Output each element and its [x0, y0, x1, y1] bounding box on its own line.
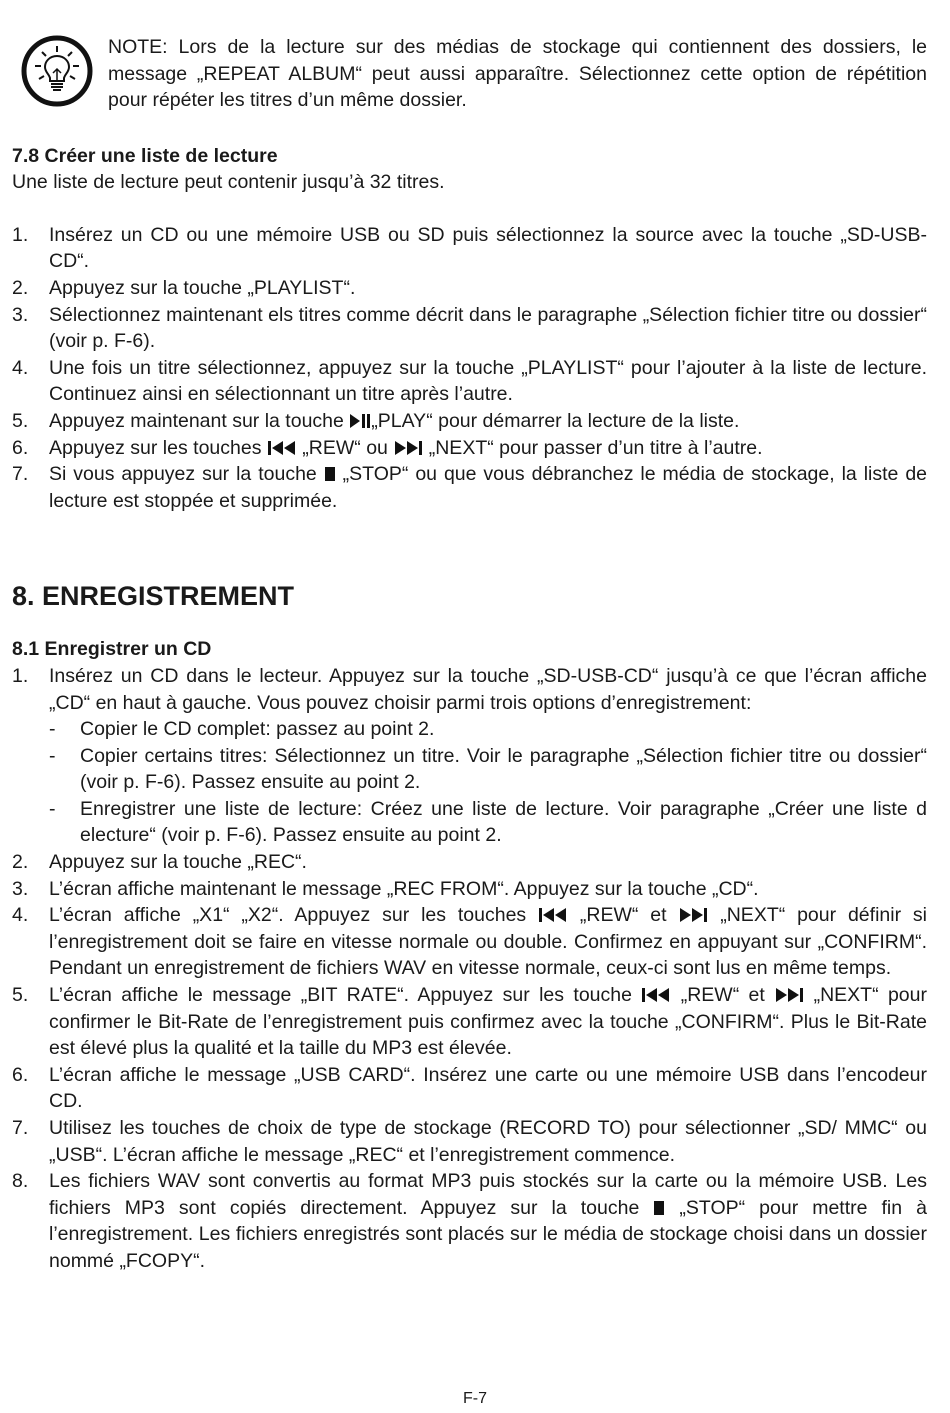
list-item: [12, 435, 927, 462]
step-number: 2.: [12, 276, 29, 299]
step-text-pre: L’écran affiche „X1“ „X2“. Appuyez sur les touches: [49, 904, 527, 927]
step-text-mid: „REW“ et: [579, 904, 667, 927]
play-pause-icon: [349, 414, 371, 428]
step-text-pre: Si vous appuyez sur la touche: [49, 463, 317, 486]
step-text: Une fois un titre sélectionnez, appuyez sur la touche „PLAYLIST“ pour l’ajouter à la liste de lecture. Continuez ainsi en sélectionnant un titre après l’autre.: [49, 356, 927, 406]
next-icon: [393, 441, 423, 455]
list-item: - Enregistrer une liste de lecture: Créez une liste de lecture. Voir paragraphe „Créer une liste d electure“ (voir p. F-6). Passez ensuite au point 2.: [49, 796, 927, 849]
lightbulb-icon: [20, 34, 108, 116]
step-text: [49, 902, 927, 982]
step-text-post: „NEXT“ pour définir si l’enregistrement doit se faire en vitesse normale ou double. Confirmez en appuyant sur „CONFIRM“. Pendant un enregistrement de fichiers WAV en vitesse normale, ceux-ci sont lus en même temps.: [49, 904, 928, 980]
list-item: - Copier certains titres: Sélectionnez un titre. Voir le paragraphe „Sélection fichier titre ou dossier“ (voir p. F-6). Passez ensuite au point 2.: [49, 743, 927, 796]
recording-steps: [12, 663, 927, 1275]
step-number: 4.: [12, 904, 29, 927]
step-number: 3.: [12, 877, 29, 900]
step-number: 3.: [12, 303, 29, 326]
step-text-pre: Les fichiers WAV sont convertis au format MP3 puis stockés sur la carte ou la mémoire USB. Les fichiers MP3 sont copiés directement. Appuyez sur la touche: [49, 1170, 927, 1219]
step-number: 8.: [12, 1170, 29, 1193]
list-item: [12, 222, 927, 275]
list-item: [12, 982, 927, 1062]
list-item: [12, 1115, 927, 1168]
stop-icon: [653, 1201, 665, 1215]
step-text: L’écran affiche le message „USB CARD“. Insérez une carte ou une mémoire USB dans l’encodeur CD.: [49, 1063, 927, 1113]
list-item: [12, 1062, 927, 1115]
step-number: 5.: [12, 409, 29, 432]
step-text: Appuyez sur la touche „PLAYLIST“.: [49, 276, 356, 299]
list-item: [12, 1168, 927, 1274]
step-text: [49, 1168, 927, 1274]
list-item: [12, 902, 927, 982]
step-number: 5.: [12, 984, 29, 1007]
list-item: [12, 302, 927, 355]
list-item: [12, 663, 927, 849]
step-text: Utilisez les touches de choix de type de stockage (RECORD TO) pour sélectionner „SD/ MMC“ ou „USB“. L’écran affiche le message „REC“ et l’enregistrement commence.: [49, 1117, 927, 1166]
next-icon: [678, 908, 708, 922]
note-text: NOTE: Lors de la lecture sur des médias de stockage qui contiennent des dossiers, le message „REPEAT ALBUM“ peut aussi apparaître. Sélectionnez cette option de répétition pour répéter les titres d’un même dossier.: [108, 36, 927, 112]
step-text-post: „STOP“ pour mettre fin à l’enregistrement. Les fichiers enregistrés sont placés sur le média de stockage choisi dans un dossier nommé „FCOPY“.: [49, 1196, 927, 1272]
option-text: Enregistrer une liste de lecture: Créez une liste de lecture. Voir paragraphe „Créer une liste d electure“ (voir p. F-6). Passez ensuite au point 2.: [80, 797, 927, 847]
step-number: 2.: [12, 851, 29, 874]
section-8-1-title: 8.1 Enregistrer un CD: [12, 638, 212, 661]
stop-icon: [324, 467, 336, 481]
step-number: 6.: [12, 436, 29, 459]
step-text-mid: „REW“ et: [680, 984, 765, 1007]
option-text: Copier le CD complet: passez au point 2.: [80, 718, 435, 741]
playlist-steps: [12, 222, 927, 515]
step-text-post: „STOP“ ou que vous débranchez le média de stockage, la liste de lecture est stoppée et supprimée.: [49, 463, 928, 512]
step-text-pre: Appuyez sur les touches: [49, 436, 262, 459]
next-icon: [774, 988, 804, 1002]
step-text: Sélectionnez maintenant els titres comme décrit dans le paragraphe „Sélection fichier titre ou dossier“ (voir p. F-6).: [49, 303, 927, 353]
rewind-icon: [538, 908, 568, 922]
step-text-post: „NEXT“ pour confirmer le Bit-Rate de l’enregistrement puis confirmez avec la touche „CONFIRM“. Plus le Bit-Rate est élevé plus la qualité et la taille du MP3 est élevée.: [49, 984, 927, 1060]
step-text: [49, 408, 927, 435]
step-number: 1.: [12, 664, 29, 687]
rewind-icon: [267, 441, 297, 455]
section-7-8-intro: Une liste de lecture peut contenir jusqu’à 32 titres.: [12, 171, 445, 194]
step-text: [49, 435, 927, 462]
step-number: 4.: [12, 356, 29, 379]
step-text-post: „PLAY“ pour démarrer la lecture de la liste.: [371, 409, 740, 432]
step-number: 1.: [12, 223, 29, 246]
step-text: [49, 461, 927, 514]
section-7-8-title: 7.8 Créer une liste de lecture: [12, 144, 278, 167]
step-number: 6.: [12, 1063, 29, 1086]
manual-page: [12, 34, 927, 1275]
step-text: Insérez un CD ou une mémoire USB ou SD puis sélectionnez la source avec la touche „SD-USB-CD“.: [49, 223, 927, 273]
list-item: - Copier le CD complet: passez au point 2.: [49, 716, 927, 743]
list-item: [12, 355, 927, 408]
note-block: [12, 34, 927, 116]
rewind-icon: [641, 988, 671, 1002]
list-item: [12, 408, 927, 435]
step-text-post: „NEXT“ pour passer d’un titre à l’autre.: [428, 436, 763, 459]
list-item: [12, 849, 927, 876]
step-number: 7.: [12, 1117, 29, 1139]
option-text: Copier certains titres: Sélectionnez un titre. Voir le paragraphe „Sélection fichier titre ou dossier“ (voir p. F-6). Passez ensuite au point 2.: [80, 744, 927, 794]
step-text: L’écran affiche maintenant le message „REC FROM“. Appuyez sur la touche „CD“.: [49, 877, 759, 900]
step-text-pre: L’écran affiche le message „BIT RATE“. Appuyez sur les touche: [49, 984, 632, 1007]
list-item: [12, 461, 927, 514]
step-text: Appuyez sur la touche „REC“.: [49, 851, 307, 874]
recording-options: [49, 716, 927, 849]
step-text: [49, 982, 927, 1062]
list-item: [12, 876, 927, 903]
step-text: Insérez un CD dans le lecteur. Appuyez sur la touche „SD-USB-CD“ jusqu’à ce que l’écran affiche „CD“ en haut à gauche. Vous pouvez choisir parmi trois options d’enregistrement:: [49, 664, 927, 714]
step-text-mid: „REW“ ou: [302, 436, 388, 459]
section-8-title: 8. ENREGISTREMENT: [12, 581, 295, 612]
page-number: F-7: [463, 1390, 487, 1407]
step-text-pre: Appuyez maintenant sur la touche: [49, 409, 344, 432]
step-number: 7.: [12, 463, 29, 486]
list-item: [12, 275, 927, 302]
